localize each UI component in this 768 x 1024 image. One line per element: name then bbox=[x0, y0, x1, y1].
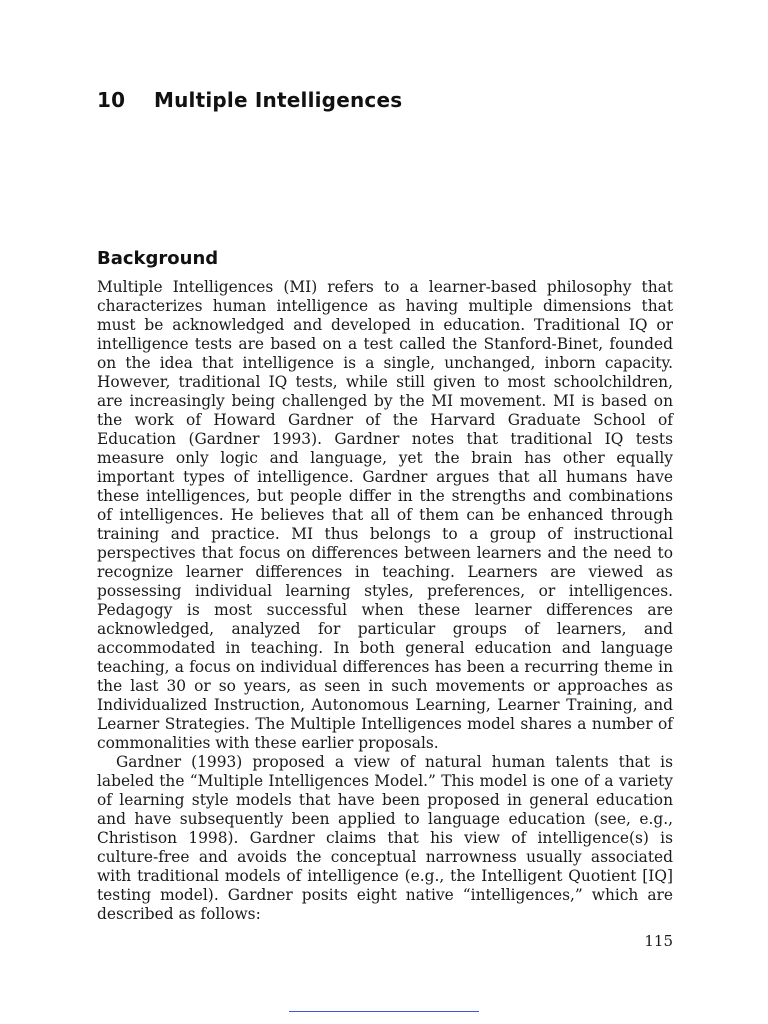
page-number: 115 bbox=[644, 932, 673, 950]
bottom-rule bbox=[289, 1011, 479, 1012]
chapter-number: 10 bbox=[97, 88, 126, 112]
paragraph-2: Gardner (1993) proposed a view of natural human talents that is labeled the “Multiple Intelligences Model.” This model is one of a variety of learning style models that have been proposed in general education and have subsequently been applied to language education (see, e.g., Christison 1998). Gardner claims that his view of intelligence(s) is culture-free and avoids the conceptual narrowness usually associated with traditional models of intelligence (e.g., the Intelligent Quotient [IQ] testing model). Gardner posits eight native “intelligences,” which are described as follows: bbox=[97, 753, 673, 923]
paragraph-1: Multiple Intelligences (MI) refers to a learner-based philosophy that characterizes human intelligence as having multiple dimensions that must be acknowledged and developed in education. Traditional IQ or intelligence tests are based on a test called the Stanford-Binet, founded on the idea that intelligence is a single, unchanged, inborn capacity. However, traditional IQ tests, while still given to most schoolchildren, are increasingly being challenged by the MI movement. MI is based on the work of Howard Gardner of the Harvard Graduate School of Education (Gardner 1993). Gardner notes that traditional IQ tests measure only logic and language, yet the brain has other equally important types of intelligence. Gardner argues that all humans have these intelligences, but people differ in the strengths and combinations of intelligences. He believes that all of them can be enhanced through training and practice. MI thus belongs to a group of instructional perspectives that focus on differences between learners and the need to recognize learner differences in teaching. Learners are viewed as possessing individual learning styles, preferences, or intelligences. Pedagogy is most successful when these learner differences are acknowledged, analyzed for particular groups of learners, and accommodated in teaching. In both general education and language teaching, a focus on individual differences has been a recurring theme in the last 30 or so years, as seen in such movements or approaches as Individualized Instruction, Autonomous Learning, Learner Training, and Learner Strategies. The Multiple Intelligences model shares a number of commonalities with these earlier proposals. bbox=[97, 278, 673, 752]
section-heading: Background bbox=[97, 248, 219, 269]
body-text bbox=[97, 278, 673, 924]
chapter-title: Multiple Intelligences bbox=[154, 88, 403, 112]
chapter-heading bbox=[97, 88, 402, 112]
